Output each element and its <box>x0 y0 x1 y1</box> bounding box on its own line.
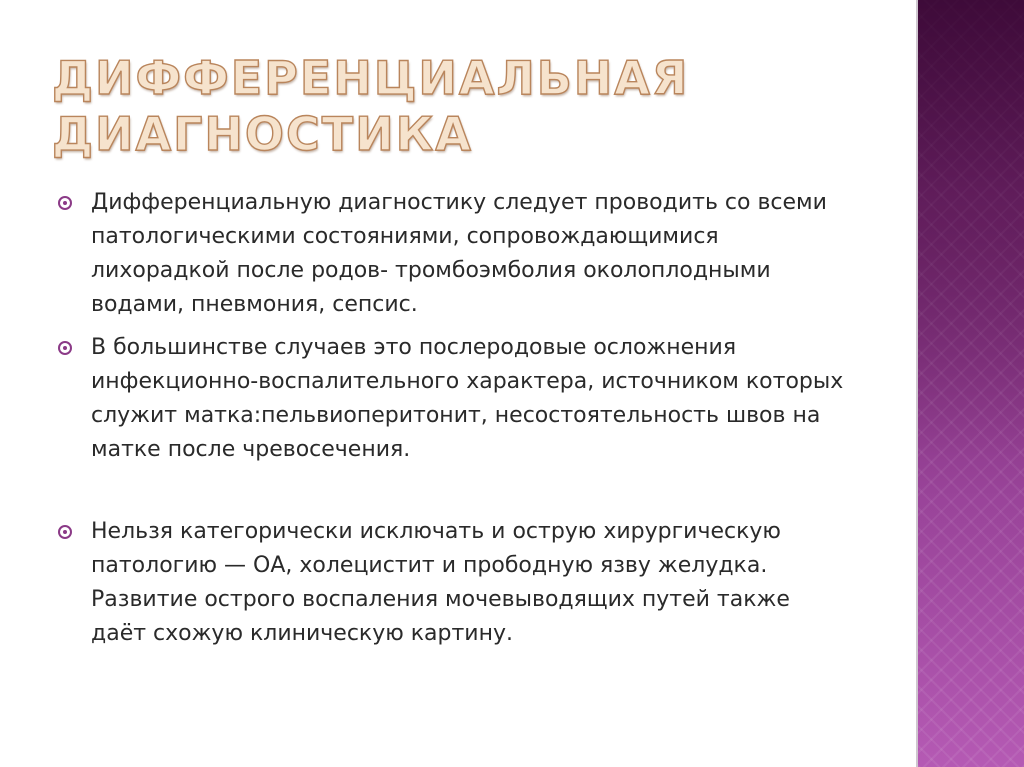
slide-title-line-1: ДИФФЕРЕНЦИАЛЬНАЯ <box>52 51 690 105</box>
decorative-side-panel <box>918 0 1024 767</box>
circled-dot-bullet-icon <box>58 196 72 210</box>
bullet-item-differential-diagnosis <box>58 186 848 322</box>
circled-dot-bullet-icon <box>58 341 72 355</box>
bullet-text: Дифференциальную диагностику следует проводить со всеми патологическими состояниями, сопровождающимися лихорадкой после родов- тромбоэмболия околоплодными водами, пневмония, сепсис. <box>91 190 827 317</box>
circled-dot-bullet-icon <box>58 525 72 539</box>
bullet-text: Нельзя категорически исключать и острую хирургическую патологию — ОА, холецистит и прободную язву желудка. Развитие острого воспаления мочевыводящих путей также даёт схожую клиническую картину. <box>91 519 790 646</box>
bullet-item-postpartum-complications <box>58 331 848 467</box>
slide-title-line-2: ДИАГНОСТИКА <box>52 107 473 161</box>
bullet-text: В большинстве случаев это послеродовые осложнения инфекционно-воспалительного характера, источником которых служит матка:пельвиоперитонит, несостоятельность швов на матке после чревосечения. <box>91 335 844 462</box>
slide-title <box>52 50 852 162</box>
bullet-item-surgical-pathology <box>58 515 848 651</box>
bullet-list <box>58 186 848 651</box>
